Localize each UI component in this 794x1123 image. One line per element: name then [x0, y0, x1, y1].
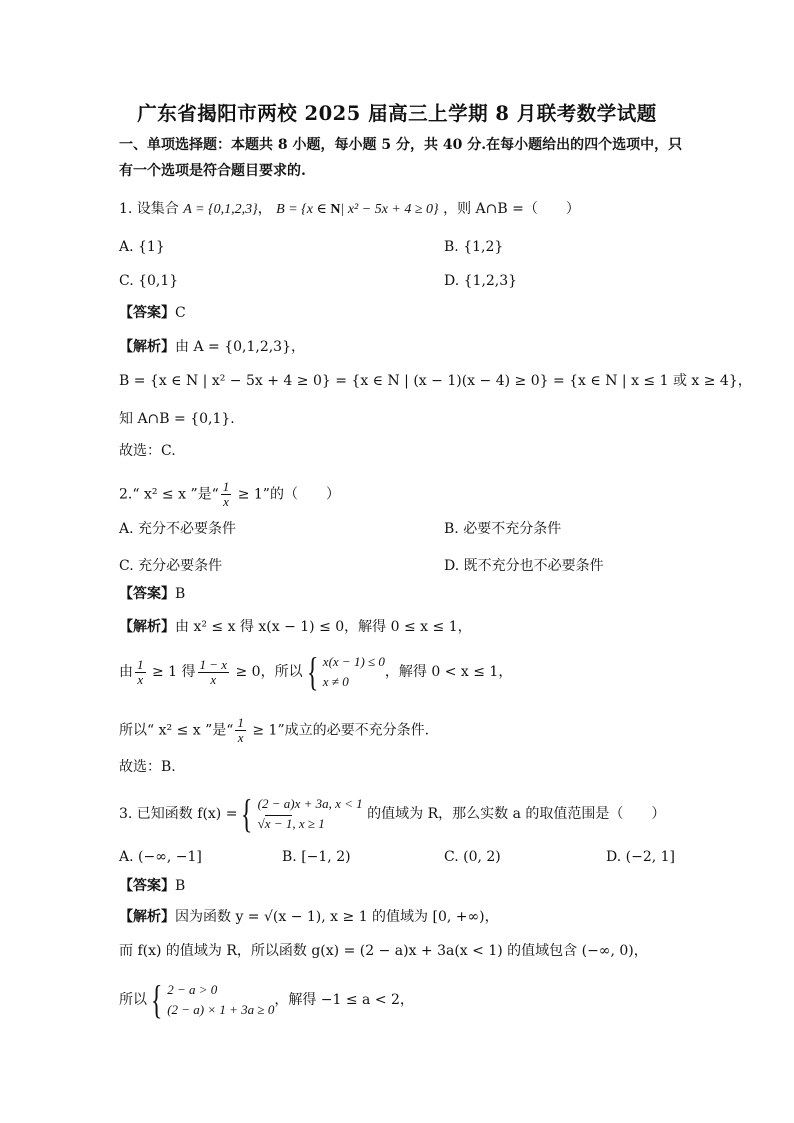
q2-analysis-system — [303, 649, 385, 694]
q1-set-a: A = {0,1,2,3} — [183, 202, 258, 217]
q2-system-row-2: x ≠ 0 — [322, 674, 349, 689]
q2-option-a: A. 充分不必要条件 — [119, 521, 237, 537]
q2-analysis-3-b: ≥ 1”成立的必要不充分条件. — [247, 722, 430, 739]
q3-option-d: D. (−2, 1] — [606, 849, 675, 865]
q3-prefix: 3. 已知函数 f(x) = — [119, 806, 238, 822]
q1-suffix: ，则 A∩B =（ ） — [443, 201, 580, 217]
q1-answer-value: C — [175, 305, 186, 321]
q3-answer-value: B — [175, 878, 186, 894]
q3-suffix: 的值域为 R，那么实数 a 的取值范围是（ ） — [362, 806, 666, 822]
q2-analysis-frac-1-num: 1 — [137, 656, 144, 672]
question-3-stem — [119, 792, 665, 836]
q2-answer-value: B — [175, 586, 186, 602]
q3-analysis-3-a: 所以 — [119, 992, 147, 1008]
q3-piece-2-root: x − 1 — [264, 816, 293, 831]
q2-analysis-2-a: 由 — [119, 664, 133, 680]
q1-prefix: 1. 设集合 — [119, 201, 179, 217]
q1-analysis-1-text: 由 A = {0,1,2,3}， — [175, 339, 305, 355]
q2-analysis-frac-1-den: x — [137, 671, 144, 687]
q3-answer-label: 【答案】 — [119, 878, 175, 894]
q2-analysis-frac-2 — [198, 658, 230, 687]
q2-fraction — [221, 480, 232, 509]
q1-analysis-label: 【解析】 — [119, 339, 175, 355]
q2-analysis-frac-1 — [135, 658, 146, 687]
q2-system-row-1: x(x − 1) ≤ 0 — [322, 654, 385, 669]
q3-option-a: A. (−∞, −1] — [119, 849, 202, 865]
q2-analysis-label: 【解析】 — [119, 619, 175, 635]
q1-option-b: B. {1,2} — [444, 239, 504, 255]
q1-conclusion: 故选：C. — [119, 443, 176, 459]
q3-analysis-3-b: ，解得 −1 ≤ a < 2， — [274, 992, 414, 1008]
q1-option-c: C. {0,1} — [119, 273, 179, 289]
q3-piecewise-brace: { — [241, 791, 253, 836]
q3-system-row-2: (2 − a) × 1 + 3a ≥ 0 — [167, 1002, 275, 1017]
q2-analysis-1-text: 由 x² ≤ x 得 x(x − 1) ≤ 0，解得 0 ≤ x ≤ 1， — [175, 619, 472, 635]
page-title: 广东省揭阳市两校 2025 届高三上学期 8 月联考数学试题 — [137, 102, 657, 125]
q2-answer — [119, 585, 185, 603]
q3-answer — [119, 877, 185, 895]
q1-analysis-2: B = {x ∈ N | x² − 5x + 4 ≥ 0} = {x ∈ N | (x − 1)(x − 4) ≥ 0} = {x ∈ N | x ≤ 1 或 x ≥ 4}， — [119, 373, 752, 389]
q2-analysis-frac-2-num: 1 − x — [199, 656, 228, 672]
question-1-stem: 1. 设集合 A = {0,1,2,3}， B = {x ∈ N| x² − 5x + 4 ≥ 0} ，则 A∩B =（ ） — [119, 201, 580, 217]
q3-analysis-system — [147, 977, 275, 1022]
q1-set-b-n: N — [330, 202, 341, 217]
q1-analysis-3: 知 A∩B = {0,1}. — [119, 411, 235, 427]
q1-answer — [119, 304, 186, 322]
q2-analysis-2-c: ≥ 0，所以 — [231, 664, 303, 680]
q2-analysis-frac-2-den: x — [210, 671, 217, 687]
q3-piece-2: √x − 1, x ≥ 1 — [257, 816, 325, 831]
q3-option-c: C. (0, 2) — [444, 849, 501, 865]
q2-system-brace: { — [306, 649, 318, 694]
q1-set-b-head: B = {x ∈ — [276, 202, 331, 217]
q3-piece-2-tail: , x ≥ 1 — [292, 816, 325, 831]
question-2-stem — [119, 480, 340, 509]
q2-analysis-2 — [119, 649, 513, 694]
q3-analysis-3 — [119, 978, 414, 1022]
q1-set-b-tail: | x² − 5x + 4 ≥ 0} — [340, 202, 439, 217]
q2-frac-den: x — [223, 494, 229, 509]
q3-system-row-1: 2 − a > 0 — [167, 982, 218, 997]
q1-answer-label: 【答案】 — [119, 305, 175, 321]
q3-analysis-1 — [119, 908, 499, 926]
q2-option-b: B. 必要不充分条件 — [444, 521, 562, 537]
q2-frac-num: 1 — [222, 479, 230, 494]
q1-option-a: A. {1} — [119, 239, 165, 255]
q2-analysis-frac-3-den: x — [237, 730, 244, 745]
q3-piecewise — [237, 791, 363, 836]
q3-piece-1: (2 − a)x + 3a, x < 1 — [257, 796, 363, 811]
q2-option-d: D. 既不充分也不必要条件 — [444, 558, 604, 574]
q2-analysis-frac-3-num: 1 — [237, 715, 244, 730]
section-heading-line2: 有一个选项是符合题目要求的. — [119, 163, 306, 179]
q1-analysis-1 — [119, 338, 305, 356]
q2-analysis-frac-3 — [235, 716, 246, 745]
q2-analysis-1 — [119, 618, 472, 636]
q2-answer-label: 【答案】 — [119, 586, 175, 602]
q2-analysis-2-b: ≥ 1 得 — [147, 664, 196, 680]
q2-suffix: ≥ 1”的（ ） — [233, 486, 340, 503]
q2-option-c: C. 充分必要条件 — [119, 558, 223, 574]
q2-analysis-3 — [119, 716, 429, 745]
q3-system-brace: { — [150, 977, 163, 1022]
q1-option-d: D. {1,2,3} — [444, 273, 518, 289]
q3-option-b: B. [−1, 2) — [282, 849, 351, 865]
q2-analysis-2-d: ，解得 0 < x ≤ 1， — [384, 664, 513, 680]
q3-analysis-2: 而 f(x) 的值域为 R，所以函数 g(x) = (2 − a)x + 3a(x < 1) 的值域包含 (−∞, 0)， — [119, 943, 648, 959]
q3-analysis-1-text: 因为函数 y = √(x − 1), x ≥ 1 的值域为 [0, +∞)， — [175, 909, 499, 925]
section-heading-line1: 一、单项选择题：本题共 8 小题，每小题 5 分，共 40 分.在每小题给出的四个选项中，只 — [119, 137, 683, 153]
q2-conclusion: 故选：B. — [119, 759, 176, 775]
q2-prefix: 2.“ x² ≤ x ”是“ — [119, 486, 219, 503]
q2-analysis-3-a: 所以“ x² ≤ x ”是“ — [119, 722, 234, 739]
q3-analysis-label: 【解析】 — [119, 909, 175, 925]
